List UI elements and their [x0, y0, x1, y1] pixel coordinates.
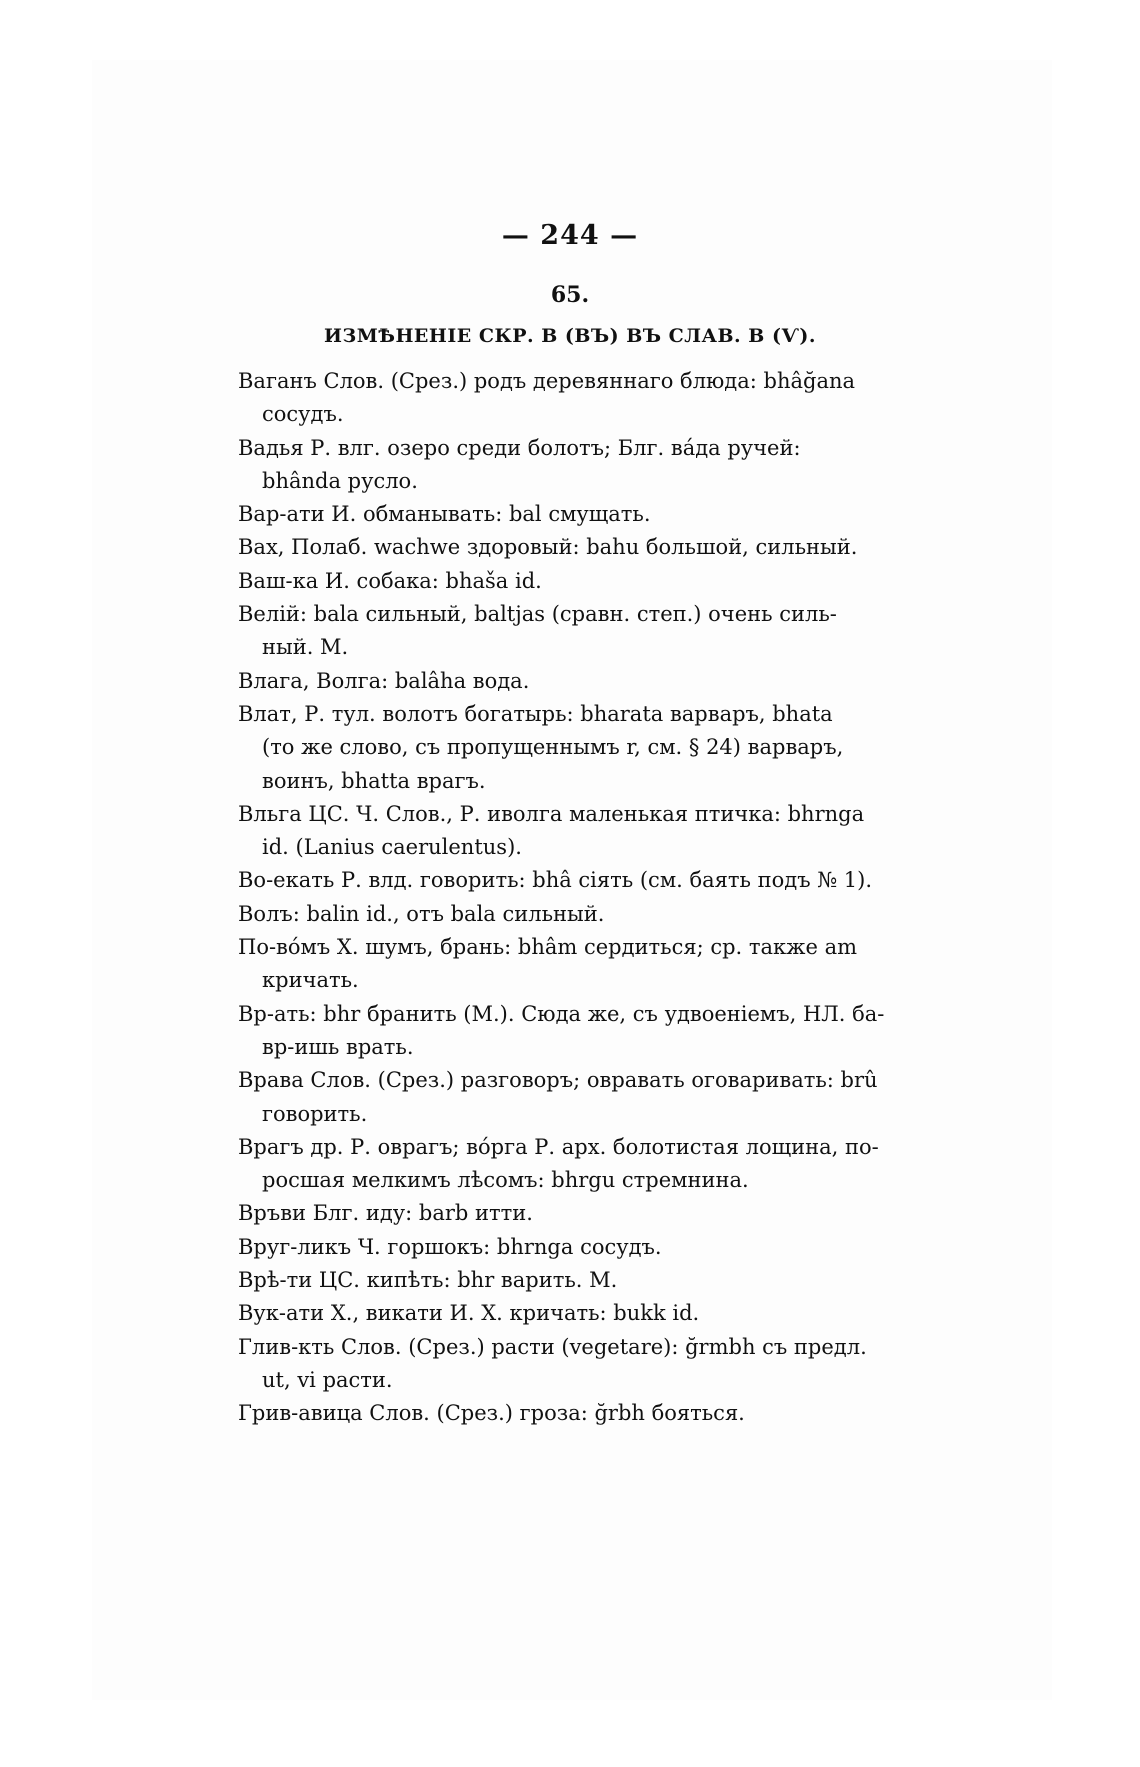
entry-line: Врагъ др. Р. оврагъ; вóрга Р. арх. болотистая лощина, по- [238, 1134, 879, 1159]
entry-line: Врѣ-ти ЦС. кипѣть: bhr варить. М. [238, 1268, 618, 1293]
entry-line: Во-екать Р. влд. говорить: bhâ сіять (см. баять подъ № 1). [238, 868, 873, 893]
entry-veliy [238, 598, 898, 665]
entry-vadya [238, 432, 898, 499]
entry-line-cont: вр-ишь врать. [262, 1034, 414, 1059]
entry-var-ati [238, 498, 898, 531]
entry-vrag [238, 1131, 898, 1198]
entry-line: Вах, Полаб. wachwe здоровый: bahu большой, сильный. [238, 535, 858, 560]
entry-vah [238, 531, 898, 564]
entry-vagan [238, 365, 898, 432]
entry-line-cont: кричать. [262, 968, 359, 993]
entry-vrug-lik [238, 1231, 898, 1264]
entry-line: Грив-авица Слов. (Срез.) гроза: ğrbh бояться. [238, 1401, 745, 1426]
entry-line: Глив-кть Слов. (Срез.) расти (vegetare): ğrmbh съ предл. [238, 1334, 867, 1359]
entry-gliv-kt [238, 1331, 898, 1398]
entry-line-cont: ut, vi расти. [262, 1367, 393, 1392]
entry-vre-ti [238, 1264, 898, 1297]
entry-line-cont: bhânda русло. [262, 468, 418, 493]
entry-vrava [238, 1064, 898, 1131]
section-title: ИЗМѢНЕНІЕ СКР. В (ВЪ) ВЪ СЛАВ. В (Ѵ). [324, 325, 816, 347]
entry-vrvi [238, 1197, 898, 1230]
section-number: 65. [550, 282, 590, 308]
entry-po-vom [238, 931, 898, 998]
entry-line-cont: сосудъ. [262, 402, 344, 427]
entry-line: Вук-ати Х., викати И. Х. кричать: bukk id. [238, 1301, 700, 1326]
entry-line: Връви Блг. иду: barb итти. [238, 1201, 533, 1226]
entry-line: Влага, Волга: balâha вода. [238, 668, 530, 693]
entry-line: Вр-ать: bhr бранить (М.). Сюда же, съ удвоеніемъ, НЛ. ба- [238, 1001, 885, 1026]
entry-line: Врава Слов. (Срез.) разговоръ; овравать оговаривать: brû [238, 1068, 878, 1093]
entry-vuk-ati [238, 1297, 898, 1330]
entry-line: Велій: bala сильный, baltjas (сравн. степ.) очень силь- [238, 602, 837, 627]
entry-line-cont: ный. М. [262, 635, 349, 660]
entry-vol [238, 898, 898, 931]
entry-line-cont: (то же слово, съ пропущеннымъ r, см. § 24) варваръ, [262, 735, 844, 760]
entry-line-cont: говорить. [262, 1101, 368, 1126]
page-number: — 244 — [501, 220, 639, 251]
entry-vlga [238, 798, 898, 865]
dictionary-entries [238, 365, 898, 1431]
entry-line: Вльга ЦС. Ч. Слов., Р. иволга маленькая птичка: bhrnga [238, 801, 865, 826]
entry-vr-at [238, 998, 898, 1065]
entry-vlat [238, 698, 898, 798]
entry-line: Ваш-ка И. собака: bhaša id. [238, 568, 542, 593]
entry-vlaga [238, 665, 898, 698]
entry-line: По-вóмъ Х. шумъ, брань: bhâm сердиться; ср. также am [238, 935, 858, 960]
entry-line-cont: росшая мелкимъ лѣсомъ: bhrgu стремнина. [262, 1168, 749, 1193]
entry-line: Волъ: balin id., отъ bala сильный. [238, 901, 605, 926]
entry-vo-ekat [238, 864, 898, 897]
entry-vash-ka [238, 565, 898, 598]
entry-line: Ваганъ Слов. (Срез.) родъ деревяннаго блюда: bhâğana [238, 369, 856, 393]
entry-line: Влат, Р. тул. волотъ богатырь: bharata варваръ, bhata [238, 701, 833, 726]
entry-line: Вруг-ликъ Ч. горшокъ: bhrnga сосудъ. [238, 1234, 662, 1259]
entry-line: Вадья Р. влг. озеро среди болотъ; Блг. вáда ручей: [238, 435, 801, 460]
entry-line: Вар-ати И. обманывать: bal смущать. [238, 502, 651, 527]
entry-line-cont: воинъ, bhatta врагъ. [262, 768, 486, 793]
entry-line-cont: id. (Lanius caerulentus). [262, 835, 522, 860]
entry-griv-avica [238, 1397, 898, 1430]
